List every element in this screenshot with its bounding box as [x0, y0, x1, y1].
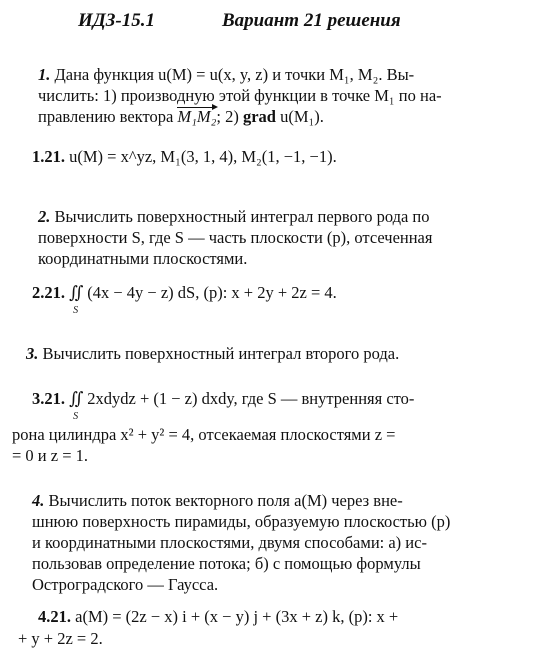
- task-1-line-3: [38, 106, 504, 127]
- formula-2-body: (4x − 4y − z) dS, (p): x + 2y + 2z = 4.: [83, 283, 337, 302]
- grad-operator: grad: [242, 107, 276, 126]
- task-1-text: [38, 64, 504, 127]
- task-4-line-4: пользовав определение потока; б) с помощью формулы: [32, 554, 421, 573]
- task-2-number: 2.: [38, 207, 51, 226]
- task-4-line-2: шнюю поверхность пирамиды, образуемую плоскостью (p): [32, 512, 451, 531]
- formula-3-continuation: [12, 424, 498, 466]
- formula-3-number: 3.21.: [32, 389, 65, 408]
- task-4-line-5: Остроградского — Гаусса.: [32, 575, 219, 594]
- formula-3-line-1-text: 2xdydz + (1 − z) dxdy, где S — внутренняя сто-: [83, 389, 415, 408]
- formula-1-body: u(M) = x^yz, M₁(3, 1, 4), M₂(1, −1, −1).: [65, 147, 337, 166]
- task-2-text: [38, 206, 504, 269]
- header: [0, 8, 541, 38]
- task-4-text: [32, 490, 498, 595]
- variant-title: Вариант 21 решения: [222, 10, 401, 31]
- task-3-number: 3.: [26, 344, 39, 363]
- formula-4-line-1-text: a(M) = (2z − x) i + (x − y) j + (3x + z) k, (p): x +: [71, 607, 399, 626]
- integral-subscript: S: [73, 305, 79, 316]
- formula-4-continuation: [18, 628, 103, 649]
- formula-1-21: [32, 146, 337, 167]
- task-1-line-1-text: Дана функция u(M) = u(x, y, z) и точки M₁, M₂. Вы-: [50, 65, 415, 84]
- task-1-line-2: числить: 1) производную этой функции в точке M₁ по на-: [38, 86, 442, 105]
- task-1-line-1: [38, 64, 504, 85]
- formula-4-number: 4.21.: [38, 607, 71, 626]
- vector-m1m2: M₁M₂: [177, 107, 217, 126]
- task-3-line-1: [26, 343, 492, 364]
- formula-2-21: [32, 282, 337, 316]
- task-4-line-3: и координатными плоскостями, двумя способами: а) ис-: [32, 533, 427, 552]
- formula-3-line-1: [32, 388, 415, 422]
- task-1-number: 1.: [38, 65, 51, 84]
- task-2-line-1: [38, 206, 504, 227]
- integral-subscript: S: [73, 411, 79, 422]
- formula-1-number: 1.21.: [32, 147, 65, 166]
- assignment-code: ИДЗ-15.1: [78, 10, 156, 31]
- task-4-number: 4.: [32, 491, 45, 510]
- task-2-line-3: координатными плоскостями.: [38, 249, 248, 268]
- task-1-line-3c: u(M₁).: [275, 107, 324, 126]
- formula-4-21: [38, 606, 398, 627]
- task-3-text: [26, 343, 492, 364]
- task-2-line-2: поверхности S, где S — часть плоскости (p), отсеченная: [38, 228, 433, 247]
- task-3-line-1-text: Вычислить поверхностный интеграл второго рода.: [38, 344, 400, 363]
- task-4-line-1-text: Вычислить поток векторного поля a(M) через вне-: [44, 491, 403, 510]
- task-2-line-1-text: Вычислить поверхностный интеграл первого рода по: [50, 207, 430, 226]
- formula-3-line-3: = 0 и z = 1.: [12, 446, 89, 465]
- double-integral-symbol: ∬ S: [69, 282, 83, 303]
- double-integral-symbol: ∬ S: [69, 388, 83, 409]
- task-1-line-3b: ; 2): [216, 107, 243, 126]
- formula-4-line-2: + y + 2z = 2.: [18, 629, 103, 648]
- formula-3-line-2: рона цилиндра x² + y² = 4, отсекаемая плоскостями z =: [12, 425, 396, 444]
- formula-4-line-1: [38, 606, 398, 627]
- task-1-line-3a: правлению вектора: [38, 107, 178, 126]
- formula-2-number: 2.21.: [32, 283, 65, 302]
- task-4-line-1: [32, 490, 498, 511]
- formula-3-21: [32, 388, 415, 422]
